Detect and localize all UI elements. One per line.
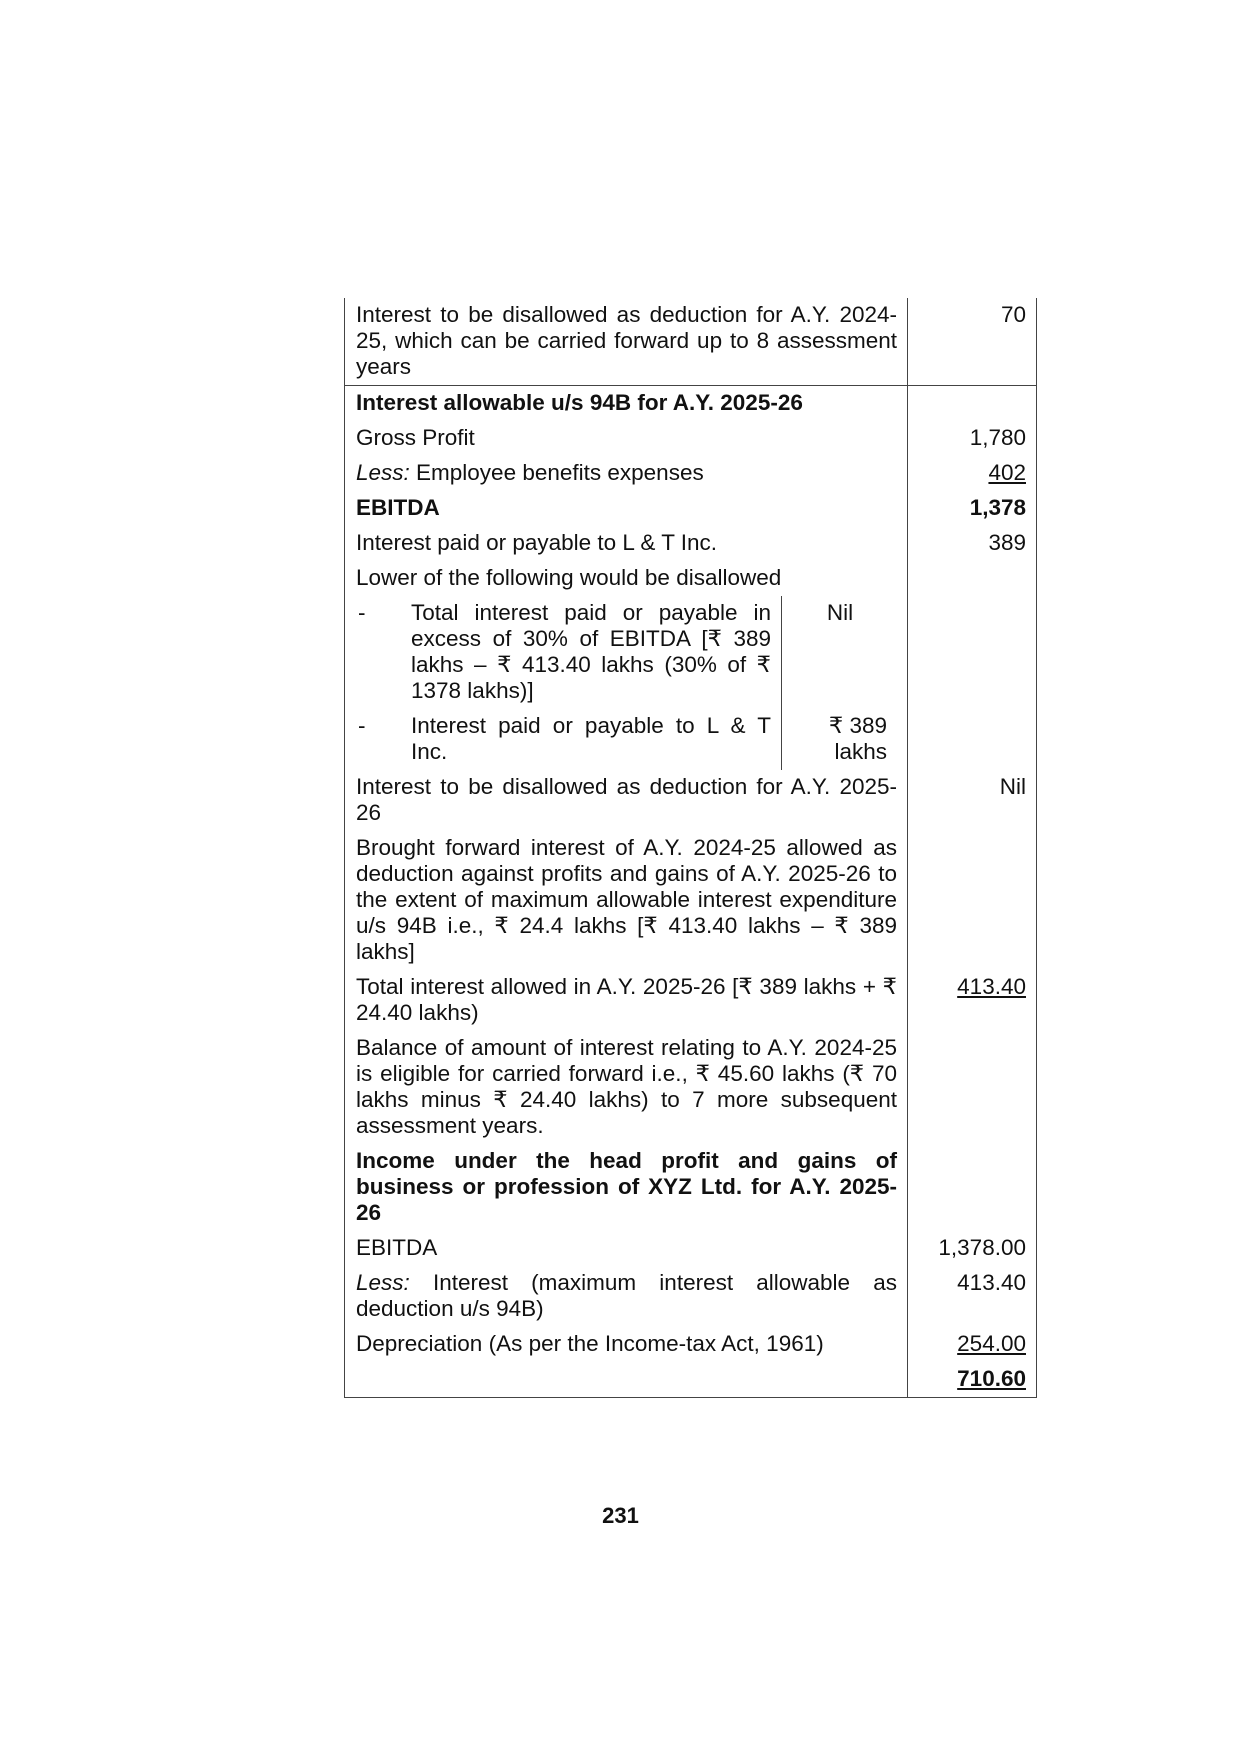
row-description: Gross Profit xyxy=(345,421,908,456)
row-description: Interest to be disallowed as deduction for A.Y. 2025-26 xyxy=(345,770,908,831)
row-amount: 413.40 xyxy=(908,1266,1037,1327)
row-amount: 1,378 xyxy=(908,491,1037,526)
row-amount: 1,378.00 xyxy=(908,1231,1037,1266)
nested-value: ₹ 389 lakhs xyxy=(828,713,887,764)
row-description-text: Employee benefits expenses xyxy=(409,460,704,485)
table-row xyxy=(345,421,1037,456)
nested-description: Total interest paid or payable in excess of 30% of EBITDA [₹ 389 lakhs – ₹ 413.40 lakhs (30% of ₹ 1378 lakhs)] xyxy=(400,596,782,709)
row-amount-empty xyxy=(908,386,1037,422)
nested-comparison-table xyxy=(356,596,897,770)
row-amount-empty xyxy=(908,561,1037,596)
nested-description: Interest paid or payable to L & T Inc. xyxy=(400,709,782,770)
row-description xyxy=(345,456,908,491)
underlined-amount: 413.40 xyxy=(957,974,1026,999)
row-amount-empty xyxy=(908,831,1037,970)
computation-table xyxy=(344,298,1037,1398)
row-amount-empty xyxy=(908,1144,1037,1231)
row-description: Balance of amount of interest relating to A.Y. 2024-25 is eligible for carried forward i.e., ₹ 45.60 lakhs (₹ 70 lakhs minus ₹ 24.40 lakhs) to 7 more subsequent assessment years. xyxy=(345,1031,908,1144)
row-amount-empty xyxy=(908,596,1037,770)
row-amount: 70 xyxy=(908,298,1037,386)
table-row xyxy=(345,526,1037,561)
less-prefix: Less: xyxy=(356,1270,410,1295)
row-description: EBITDA xyxy=(345,1231,908,1266)
nested-value: Nil xyxy=(826,600,854,625)
nested-row xyxy=(356,709,897,770)
table-row xyxy=(345,386,1037,422)
nested-comparison-cell xyxy=(345,596,908,770)
row-amount: 1,780 xyxy=(908,421,1037,456)
total-row xyxy=(345,1362,1037,1398)
row-description-text: Interest (maximum interest allowable as deduction u/s 94B) xyxy=(356,1270,897,1321)
total-amount xyxy=(908,1362,1037,1398)
computation-table-container xyxy=(344,298,1036,1398)
table-row xyxy=(345,456,1037,491)
table-row xyxy=(345,298,1037,386)
row-amount: 389 xyxy=(908,526,1037,561)
row-description: Total interest allowed in A.Y. 2025-26 [₹ 389 lakhs + ₹ 24.40 lakhs) xyxy=(345,970,908,1031)
underlined-amount: 254.00 xyxy=(957,1331,1026,1356)
table-row xyxy=(345,770,1037,831)
underlined-total: 710.60 xyxy=(957,1366,1026,1391)
row-description xyxy=(345,1266,908,1327)
table-row xyxy=(345,1144,1037,1231)
table-row xyxy=(345,1231,1037,1266)
row-description-empty xyxy=(345,1362,908,1398)
bullet-dash: - xyxy=(358,600,366,625)
row-description: Depreciation (As per the Income-tax Act, 1961) xyxy=(345,1327,908,1362)
table-row xyxy=(345,596,1037,770)
page-number: 231 xyxy=(602,1503,639,1528)
less-prefix: Less: xyxy=(356,460,410,485)
table-row xyxy=(345,561,1037,596)
table-row xyxy=(345,491,1037,526)
row-amount xyxy=(908,970,1037,1031)
row-description: EBITDA xyxy=(345,491,908,526)
row-amount xyxy=(908,1327,1037,1362)
row-description: Lower of the following would be disallowed xyxy=(345,561,908,596)
row-amount-empty xyxy=(908,1031,1037,1144)
table-row xyxy=(345,831,1037,970)
row-description: Brought forward interest of A.Y. 2024-25 allowed as deduction against profits and gains of A.Y. 2025-26 to the extent of maximum allowable interest expenditure u/s 94B i.e., ₹ 24.4 lakhs [₹ 413.40 lakhs – ₹ 389 lakhs] xyxy=(345,831,908,970)
table-row xyxy=(345,970,1037,1031)
row-amount xyxy=(908,456,1037,491)
table-row xyxy=(345,1327,1037,1362)
underlined-amount: 402 xyxy=(988,460,1026,485)
row-amount: Nil xyxy=(908,770,1037,831)
section-heading: Interest allowable u/s 94B for A.Y. 2025-26 xyxy=(345,386,908,422)
bullet-dash: - xyxy=(358,713,366,738)
table-row xyxy=(345,1266,1037,1327)
nested-row xyxy=(356,596,897,709)
table-row xyxy=(345,1031,1037,1144)
section-heading: Income under the head profit and gains of business or profession of XYZ Ltd. for A.Y. 2025-26 xyxy=(345,1144,908,1231)
row-description: Interest paid or payable to L & T Inc. xyxy=(345,526,908,561)
row-description: Interest to be disallowed as deduction for A.Y. 2024-25, which can be carried forward up to 8 assessment years xyxy=(345,298,908,386)
